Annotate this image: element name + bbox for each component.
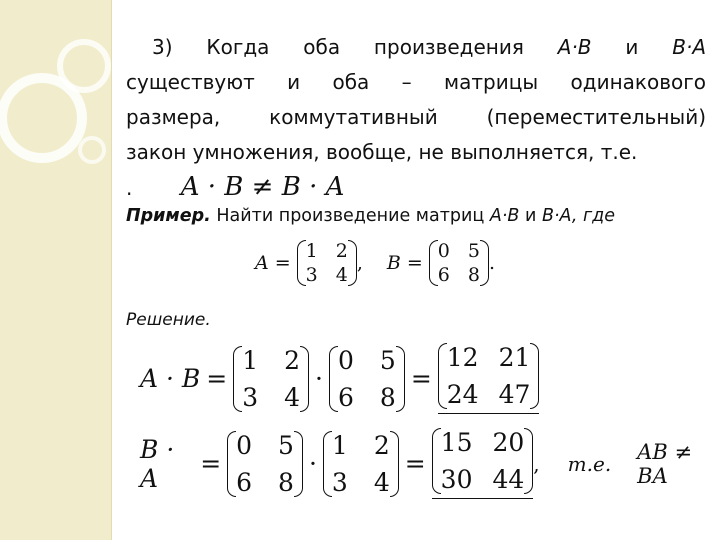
matrix-a bbox=[297, 240, 357, 286]
lhs-ab: A · B bbox=[140, 364, 201, 393]
example-product-ab: A·B bbox=[489, 206, 520, 226]
matrix-cell: 3 bbox=[331, 467, 348, 497]
lhs-ba: B · A bbox=[140, 434, 175, 493]
matrix-cell: 3 bbox=[242, 382, 259, 412]
matrix-cell: 4 bbox=[373, 467, 390, 497]
matrix-cell: 8 bbox=[467, 264, 480, 286]
matrix-definitions bbox=[255, 240, 495, 286]
matrix-cell: 2 bbox=[335, 240, 348, 262]
solution-label: Решение. bbox=[126, 310, 211, 330]
matrix-cell: 4 bbox=[284, 382, 301, 412]
equals-sign: = bbox=[404, 449, 426, 478]
matrix-a bbox=[233, 346, 309, 412]
matrix-b bbox=[227, 431, 303, 497]
result-matrix-ba bbox=[432, 428, 534, 494]
intro-line-4: закон умножения, вообще, не выполняется, т.е. bbox=[126, 140, 638, 164]
equals-sign: = bbox=[206, 364, 228, 393]
matrix-cell: 21 bbox=[498, 343, 531, 372]
calculation-ba bbox=[140, 428, 720, 499]
matrix-cell: 44 bbox=[492, 465, 525, 494]
result-ab-underline bbox=[438, 343, 540, 414]
matrix-cell: 2 bbox=[373, 430, 390, 460]
matrix-cell: 3 bbox=[305, 264, 318, 286]
equals-sign: = bbox=[274, 252, 291, 274]
matrix-cell: 47 bbox=[498, 380, 531, 409]
matrix-b bbox=[429, 240, 489, 286]
intro-text: 3) Когда оба произведения bbox=[152, 35, 524, 59]
matrix-cell: 24 bbox=[446, 380, 479, 409]
comma: , bbox=[533, 451, 540, 476]
matrix-cell: 0 bbox=[437, 240, 450, 262]
result-ba-underline bbox=[432, 428, 534, 499]
matrix-a-name: A bbox=[255, 252, 269, 274]
product-ab: A·B bbox=[557, 35, 592, 59]
conjunction: и bbox=[625, 35, 639, 59]
matrix-cell: 2 bbox=[284, 345, 301, 375]
matrix-cell: 1 bbox=[331, 430, 348, 460]
matrix-cell: 6 bbox=[338, 382, 354, 412]
matrix-cell: 6 bbox=[236, 467, 253, 497]
calculation-ab bbox=[140, 343, 539, 414]
matrix-cell: 20 bbox=[492, 428, 525, 457]
that-is-label: т.е. bbox=[567, 451, 612, 476]
intro-paragraph bbox=[126, 30, 706, 205]
result-matrix-ab bbox=[438, 343, 540, 409]
intro-line-1 bbox=[126, 30, 706, 65]
matrix-cell: 15 bbox=[440, 428, 473, 457]
matrix-cell: 0 bbox=[338, 345, 354, 375]
matrix-b bbox=[329, 346, 405, 412]
matrix-cell: 1 bbox=[242, 345, 259, 375]
matrix-cell: 1 bbox=[305, 240, 318, 262]
example-tail: , где bbox=[571, 206, 616, 226]
dot: . bbox=[126, 176, 133, 200]
matrix-cell: 5 bbox=[278, 430, 294, 460]
matrix-cell: 4 bbox=[335, 264, 348, 286]
example-label: Пример. bbox=[126, 206, 211, 226]
comma: , bbox=[356, 252, 363, 274]
noncommutative-formula: A · B ≠ B · A bbox=[180, 172, 345, 202]
matrix-cell: 8 bbox=[379, 382, 396, 412]
period: . bbox=[488, 252, 496, 274]
intro-line-3: размера, коммутативный (переместительный) bbox=[126, 105, 706, 129]
matrix-cell: 8 bbox=[278, 467, 294, 497]
example-text: Найти произведение матриц bbox=[216, 206, 485, 226]
product-ba: B·A bbox=[672, 35, 707, 59]
conclusion-formula: AB ≠ BA bbox=[637, 439, 693, 488]
multiplication-dot: · bbox=[308, 449, 317, 478]
example-paragraph bbox=[126, 206, 706, 226]
matrix-cell: 12 bbox=[446, 343, 479, 372]
equals-sign: = bbox=[410, 364, 432, 393]
matrix-b-name: B bbox=[386, 252, 401, 274]
equals-sign: = bbox=[200, 449, 222, 478]
matrix-cell: 5 bbox=[467, 240, 480, 262]
matrix-cell: 5 bbox=[379, 345, 396, 375]
multiplication-dot: · bbox=[315, 364, 323, 393]
matrix-cell: 0 bbox=[236, 430, 253, 460]
matrix-a bbox=[323, 431, 399, 497]
equals-sign: = bbox=[406, 252, 423, 274]
example-conjunction: и bbox=[525, 206, 537, 226]
matrix-cell: 30 bbox=[440, 465, 473, 494]
intro-line-2: существуют и оба – матрицы одинакового bbox=[126, 70, 706, 94]
example-product-ba: B·A bbox=[541, 206, 572, 226]
matrix-cell: 6 bbox=[437, 264, 450, 286]
intro-line-5 bbox=[126, 170, 706, 205]
